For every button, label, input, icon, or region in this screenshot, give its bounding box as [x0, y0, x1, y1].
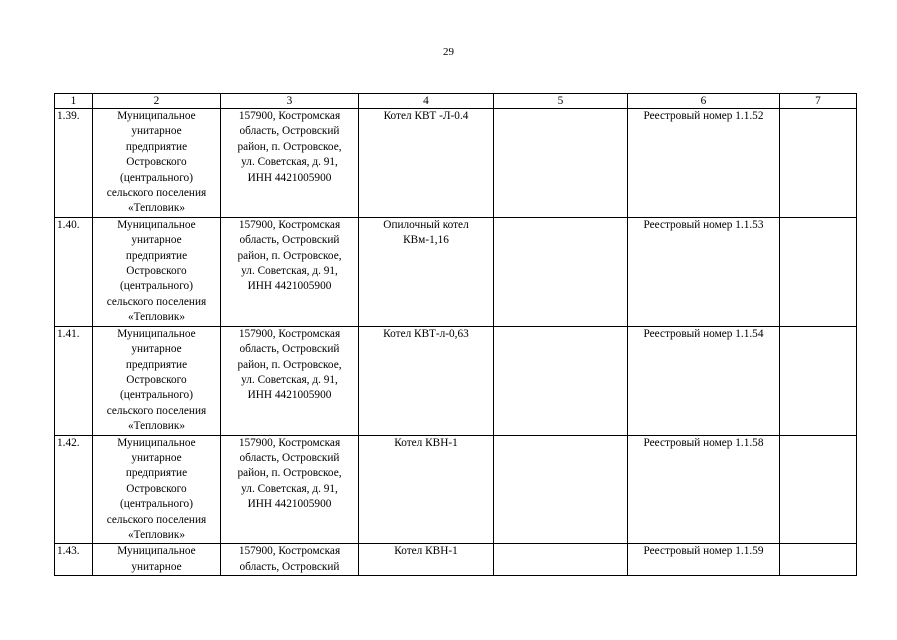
empty-cell: [780, 326, 857, 435]
column-header: 2: [93, 94, 221, 109]
owner-cell: Муниципальное унитарное предприятие Островского (центрального) сельского поселения «Тепловик»: [93, 109, 221, 218]
empty-cell: [780, 217, 857, 326]
table-row: [55, 109, 857, 218]
address-cell: 157900, Костромская область, Островский район, п. Островское, ул. Советская, д. 91, ИНН 4421005900: [221, 326, 359, 435]
table-row: [55, 435, 857, 544]
empty-cell: [780, 109, 857, 218]
row-number: 1.42.: [55, 435, 93, 544]
registry-number-cell: Реестровый номер 1.1.58: [628, 435, 780, 544]
object-cell: Котел КВТ -Л-0.4: [359, 109, 494, 218]
registry-table: [54, 93, 857, 576]
registry-number-cell: Реестровый номер 1.1.59: [628, 544, 780, 576]
owner-cell: Муниципальное унитарное предприятие Островского (центрального) сельского поселения «Тепловик»: [93, 217, 221, 326]
table-row: [55, 544, 857, 576]
empty-cell: [780, 544, 857, 576]
object-cell: Котел КВН-1: [359, 435, 494, 544]
empty-cell: [494, 217, 628, 326]
empty-cell: [494, 544, 628, 576]
row-number: 1.43.: [55, 544, 93, 576]
table-row: [55, 326, 857, 435]
registry-number-cell: Реестровый номер 1.1.54: [628, 326, 780, 435]
object-cell: Котел КВН-1: [359, 544, 494, 576]
column-header: 4: [359, 94, 494, 109]
address-cell: 157900, Костромская область, Островский район, п. Островское, ул. Советская, д. 91, ИНН 4421005900: [221, 217, 359, 326]
table-header-row: [55, 94, 857, 109]
owner-cell: Муниципальное унитарное: [93, 544, 221, 576]
column-header: 6: [628, 94, 780, 109]
empty-cell: [494, 435, 628, 544]
address-cell: 157900, Костромская область, Островский район, п. Островское, ул. Советская, д. 91, ИНН 4421005900: [221, 435, 359, 544]
row-number: 1.39.: [55, 109, 93, 218]
table-row: [55, 217, 857, 326]
registry-number-cell: Реестровый номер 1.1.53: [628, 217, 780, 326]
column-header: 7: [780, 94, 857, 109]
registry-number-cell: Реестровый номер 1.1.52: [628, 109, 780, 218]
column-header: 1: [55, 94, 93, 109]
row-number: 1.40.: [55, 217, 93, 326]
object-cell: Котел КВТ-л-0,63: [359, 326, 494, 435]
row-number: 1.41.: [55, 326, 93, 435]
empty-cell: [494, 109, 628, 218]
object-cell: Опилочный котел КВм-1,16: [359, 217, 494, 326]
empty-cell: [494, 326, 628, 435]
owner-cell: Муниципальное унитарное предприятие Островского (центрального) сельского поселения «Тепловик»: [93, 435, 221, 544]
address-cell: 157900, Костромская область, Островский: [221, 544, 359, 576]
empty-cell: [780, 435, 857, 544]
page-number: 29: [443, 46, 454, 58]
owner-cell: Муниципальное унитарное предприятие Островского (центрального) сельского поселения «Тепловик»: [93, 326, 221, 435]
address-cell: 157900, Костромская область, Островский район, п. Островское, ул. Советская, д. 91, ИНН 4421005900: [221, 109, 359, 218]
column-header: 5: [494, 94, 628, 109]
column-header: 3: [221, 94, 359, 109]
